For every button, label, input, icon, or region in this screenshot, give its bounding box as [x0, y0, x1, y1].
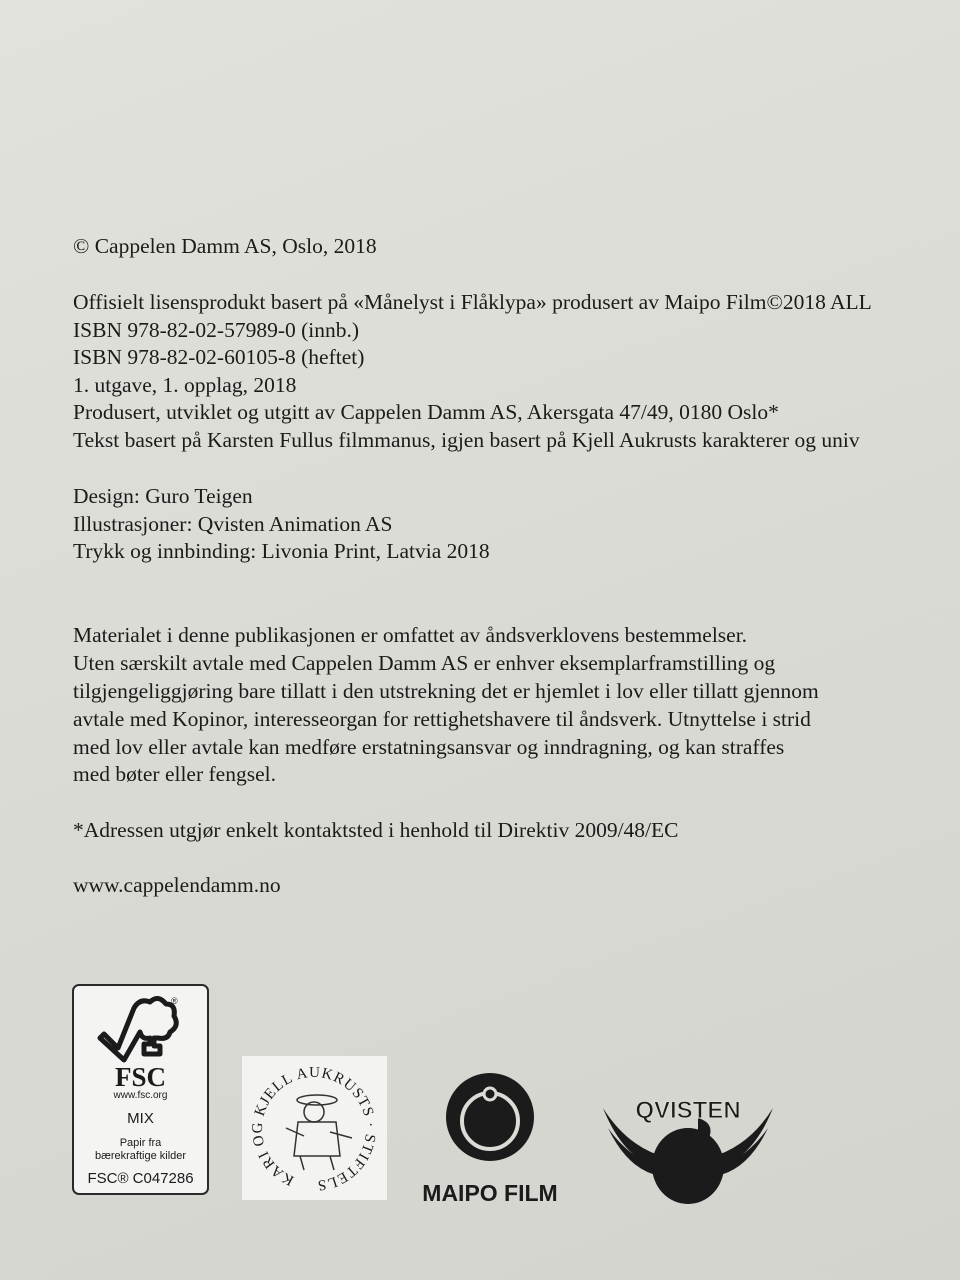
- qvisten-logo: [598, 1088, 778, 1213]
- legal-line: med bøter eller fengsel.: [73, 762, 276, 786]
- text-basis-line: Tekst basert på Karsten Fullus filmmanus, igjen basert på Kjell Aukrusts karakterer og univ: [73, 428, 860, 452]
- svg-text:®: ®: [171, 996, 178, 1006]
- maipo-film-logo: MAIPO FILM: [410, 1072, 570, 1207]
- aukrust-foundation-logo: [242, 1056, 387, 1200]
- legal-line: tilgjengeliggjøring bare tillatt i den utstrekning det er hjemlet i lov eller tillatt gjennom: [73, 679, 819, 703]
- design-credit: Design: Guro Teigen: [73, 484, 253, 508]
- legal-line: med lov eller avtale kan medføre erstatningsansvar og inndragning, og kan straffes: [73, 735, 785, 759]
- print-credit: Trykk og innbinding: Livonia Print, Latvia 2018: [73, 539, 490, 563]
- legal-line: Materialet i denne publikasjonen er omfattet av åndsverklovens bestemmelser.: [73, 623, 748, 647]
- svg-text:QVISTEN: QVISTEN: [635, 1097, 741, 1124]
- legal-line: Uten særskilt avtale med Cappelen Damm AS er enhver eksemplarframstilling og: [73, 651, 776, 675]
- fsc-logo: ® FSC www.fsc.org MIX Papir fra bærekraftige kilder FSC® C047286: [72, 984, 209, 1195]
- footnote: *Adressen utgjør enkelt kontaktsted i henhold til Direktiv 2009/48/EC: [73, 818, 679, 842]
- svg-text:KARI OG KJELL AUKRUSTS · STIFT: KARI OG KJELL AUKRUSTS · STIFTELS: [249, 1064, 379, 1194]
- fsc-tree-icon: [74, 986, 211, 1066]
- legal-line: avtale med Kopinor, interesseorgan for rettighetshavere til åndsverk. Utnyttelse i strid: [73, 707, 811, 731]
- edition-line: 1. utgave, 1. opplag, 2018: [73, 373, 297, 397]
- isbn-innb: ISBN 978-82-02-57989-0 (innb.): [73, 318, 360, 342]
- illustration-credit: Illustrasjoner: Qvisten Animation AS: [73, 512, 393, 536]
- isbn-heftet: ISBN 978-82-02-60105-8 (heftet): [73, 345, 365, 369]
- copyright-line: © Cappelen Damm AS, Oslo, 2018: [73, 234, 377, 258]
- character-illustration-icon: [286, 1095, 352, 1170]
- publisher-line: Produsert, utviklet og utgitt av Cappelen Damm AS, Akersgata 47/49, 0180 Oslo*: [73, 400, 779, 424]
- website-link: www.cappelendamm.no: [73, 873, 281, 897]
- detail-line: Offisielt lisensprodukt basert på «Månelyst i Flåklypa» produsert av Maipo Film©2018 ALL: [73, 290, 872, 314]
- maipo-emblem-icon: [410, 1072, 570, 1172]
